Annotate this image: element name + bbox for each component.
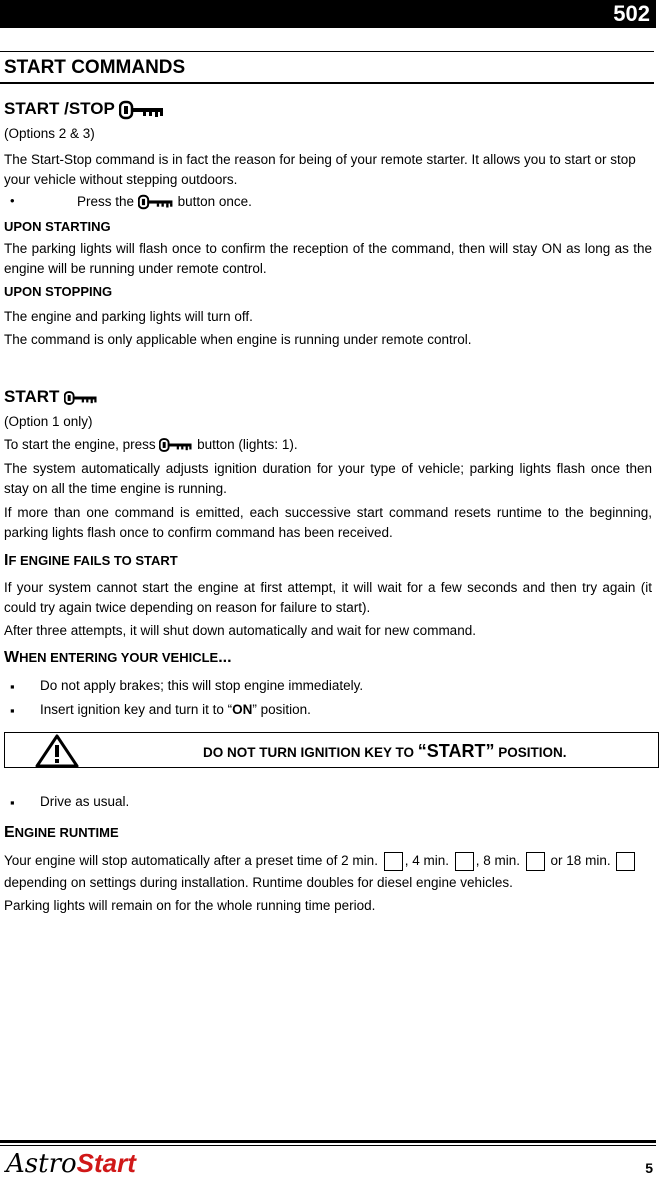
runtime-line-3: Parking lights will remain on for the whole running time period. <box>4 898 376 913</box>
square-bullet-icon: ▪ <box>10 703 15 718</box>
key-icon <box>64 390 98 406</box>
square-bullet-icon: ▪ <box>10 795 15 810</box>
key-icon <box>159 437 193 453</box>
page-code: 502 <box>613 1 650 26</box>
fails-paragraph-1: If your system cannot start the engine at first attempt, it will wait for a few seconds and then try again (it could try again twice depending on reason for failure to start). <box>4 580 652 615</box>
footer-rule <box>0 1140 656 1146</box>
start-paragraph-1: The system automatically adjusts ignition duration for your type of vehicle; parking lights flash once then stay on all the time engine is running. <box>4 461 652 496</box>
square-bullet-icon: ▪ <box>10 679 15 694</box>
runtime-18min-checkbox <box>616 852 635 871</box>
applicable-note: The command is only applicable when engine is running under remote control. <box>4 332 472 347</box>
runtime-heading: ENGINE RUNTIME <box>4 824 119 841</box>
section-title: START COMMANDS <box>4 57 186 78</box>
warning-text: DO NOT TURN IGNITION KEY TO “START” POSITION. <box>203 741 567 761</box>
astrostart-logo: AstroStart <box>6 1148 136 1179</box>
round-bullet-icon: • <box>10 193 15 208</box>
start-stop-intro: The Start-Stop command is in fact the reason for being of your remote starter. It allows you to start or stop your vehicle without stepping outdoors. <box>4 152 636 187</box>
entering-item-1: Do not apply brakes; this will stop engine immediately. <box>40 678 364 693</box>
warning-triangle-icon <box>35 734 79 768</box>
fails-paragraph-2: After three attempts, it will shut down automatically and wait for new command. <box>4 623 476 638</box>
options-note: (Options 2 & 3) <box>4 126 95 141</box>
upon-starting-text: The parking lights will flash once to confirm the reception of the command, then will stay ON as long as the engine will be running under remote control. <box>4 241 652 276</box>
runtime-line-2: depending on settings during installation. Runtime doubles for diesel engine vehicles. <box>4 875 513 890</box>
divider <box>0 82 654 84</box>
divider <box>0 51 654 52</box>
key-icon <box>119 100 165 120</box>
runtime-8min-checkbox <box>526 852 545 871</box>
warning-box <box>4 732 659 768</box>
header-bar <box>0 0 656 28</box>
start-stop-heading: START /STOP <box>4 99 165 120</box>
press-start-instruction: To start the engine, press button (lights: 1). <box>4 437 298 452</box>
press-button-step: Press the button once. <box>77 194 252 209</box>
key-icon <box>138 194 174 210</box>
entering-item-3: Drive as usual. <box>40 794 130 809</box>
page-number: 5 <box>645 1160 653 1176</box>
option-note: (Option 1 only) <box>4 414 93 429</box>
upon-stopping-text: The engine and parking lights will turn off. <box>4 309 253 324</box>
runtime-4min-checkbox <box>455 852 474 871</box>
entering-item-2: Insert ignition key and turn it to “ON” position. <box>40 702 311 717</box>
runtime-line-1: Your engine will stop automatically after a preset time of 2 min. , 4 min. , 8 min. or 18 min. <box>4 851 660 871</box>
start-heading: START <box>4 387 98 407</box>
entering-heading: WHEN ENTERING YOUR VEHICLE... <box>4 649 232 666</box>
start-paragraph-2: If more than one command is emitted, each successive start command resets runtime to the beginning, parking lights flash once to confirm command has been received. <box>4 505 652 540</box>
runtime-2min-checkbox <box>384 852 403 871</box>
upon-starting-heading: UPON STARTING <box>4 219 111 234</box>
fails-heading: IF ENGINE FAILS TO START <box>4 552 178 569</box>
upon-stopping-heading: UPON STOPPING <box>4 284 113 299</box>
